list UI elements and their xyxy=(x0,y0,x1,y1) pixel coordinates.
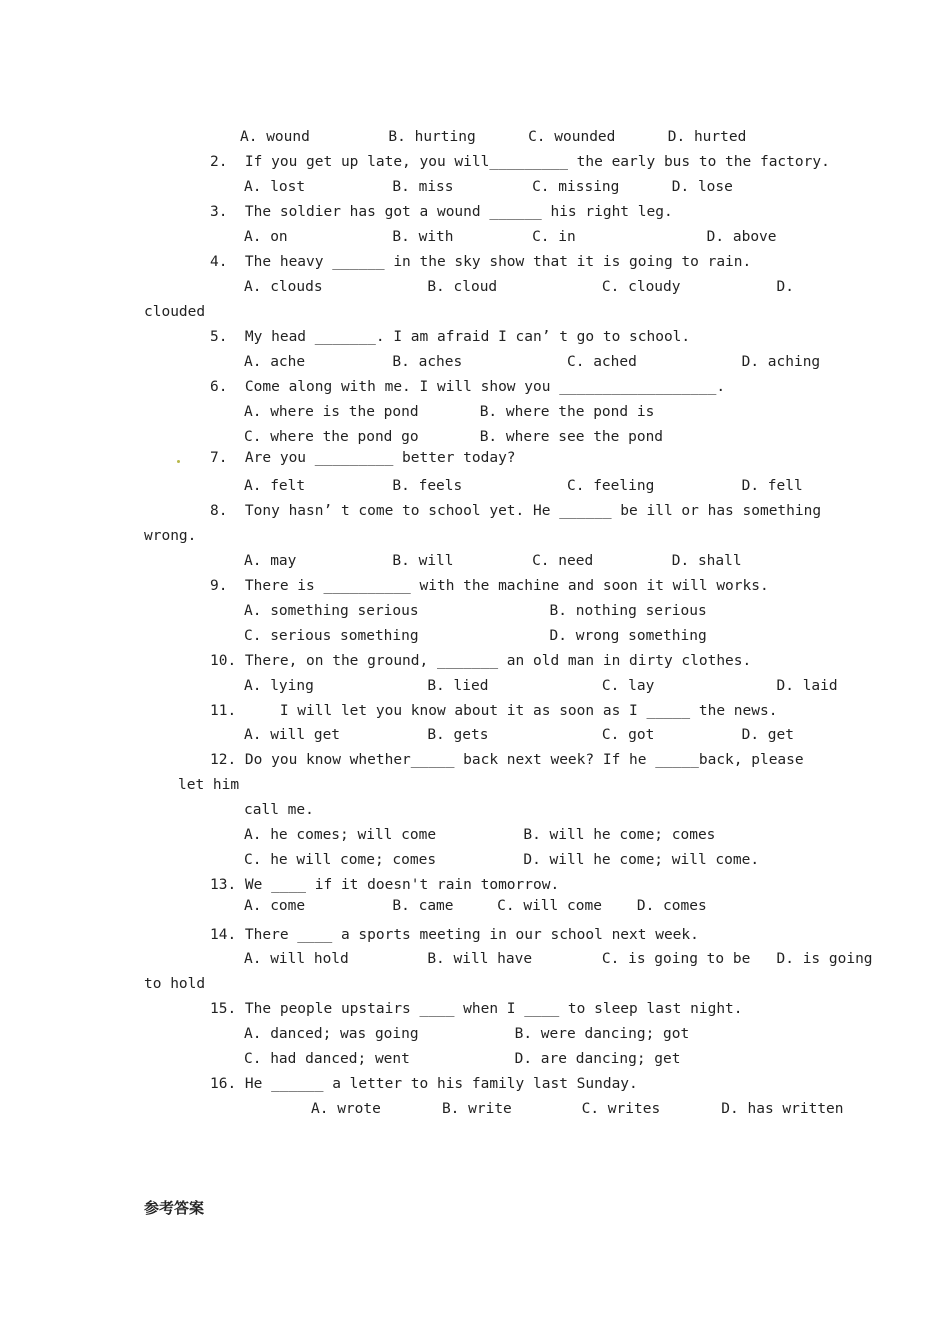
q6-options-ab: A. where is the pond B. where the pond is xyxy=(244,404,655,420)
q7-stem: 7. Are you _________ better today? xyxy=(210,450,516,466)
q13-options: A. come B. came C. will come D. comes xyxy=(244,898,707,914)
q6-options-cd: C. where the pond go B. where see the pond xyxy=(244,429,664,445)
q13-stem: 13. We ____ if it doesn't rain tomorrow. xyxy=(210,877,560,893)
q5-stem: 5. My head _______. I am afraid I can’ t go to school. xyxy=(210,329,691,345)
q7-options: A. felt B. feels C. feeling D. fell xyxy=(244,478,803,494)
q16-stem: 16. He ______ a letter to his family last Sunday. xyxy=(210,1076,638,1092)
q2-stem: 2. If you get up late, you will_________ the early bus to the factory. xyxy=(210,154,830,170)
q11-options: A. will get B. gets C. got D. get xyxy=(244,727,794,743)
q16-options: A. wrote B. write C. writes D. has written xyxy=(311,1101,844,1117)
stray-mark xyxy=(177,460,180,463)
q3-stem: 3. The soldier has got a wound ______ his right leg. xyxy=(210,204,673,220)
q2-options: A. lost B. miss C. missing D. lose xyxy=(244,179,733,195)
q14-stem: 14. There ____ a sports meeting in our school next week. xyxy=(210,927,699,943)
q8-stem-wrap: wrong. xyxy=(144,528,197,544)
q12-stem-wrap: let him xyxy=(178,777,240,793)
q15-options-cd: C. had danced; went D. are dancing; get xyxy=(244,1051,681,1067)
q10-options: A. lying B. lied C. lay D. laid xyxy=(244,678,838,694)
q14-options: A. will hold B. will have C. is going to be D. is going xyxy=(244,951,873,967)
q12-stem-wrap-2: call me. xyxy=(244,802,314,818)
q9-stem: 9. There is __________ with the machine and soon it will works. xyxy=(210,578,769,594)
q8-options: A. may B. will C. need D. shall xyxy=(244,553,742,569)
q6-stem: 6. Come along with me. I will show you __________________. xyxy=(210,379,726,395)
answers-heading: 参考答案 xyxy=(144,1199,205,1217)
q12-options-ab: A. he comes; will come B. will he come; comes xyxy=(244,827,716,843)
q15-options-ab: A. danced; was going B. were dancing; got xyxy=(244,1026,690,1042)
q4-options-wrap: clouded xyxy=(144,304,206,320)
q9-options-cd: C. serious something D. wrong something xyxy=(244,628,707,644)
q3-options: A. on B. with C. in D. above xyxy=(244,229,777,245)
q5-options: A. ache B. aches C. ached D. aching xyxy=(244,354,821,370)
q4-stem: 4. The heavy ______ in the sky show that it is going to rain. xyxy=(210,254,752,270)
q1-options: A. wound B. hurting C. wounded D. hurted xyxy=(240,129,747,145)
q8-stem: 8. Tony hasn’ t come to school yet. He ______ be ill or has something xyxy=(210,503,822,519)
q10-stem: 10. There, on the ground, _______ an old man in dirty clothes. xyxy=(210,653,752,669)
q12-stem: 12. Do you know whether_____ back next week? If he _____back, please xyxy=(210,752,804,768)
q15-stem: 15. The people upstairs ____ when I ____ to sleep last night. xyxy=(210,1001,743,1017)
q14-options-wrap: to hold xyxy=(144,976,206,992)
q11-stem: 11. I will let you know about it as soon as I _____ the news. xyxy=(210,703,778,719)
q12-options-cd: C. he will come; comes D. will he come; will come. xyxy=(244,852,760,868)
q4-options: A. clouds B. cloud C. cloudy D. xyxy=(244,279,794,295)
q9-options-ab: A. something serious B. nothing serious xyxy=(244,603,707,619)
